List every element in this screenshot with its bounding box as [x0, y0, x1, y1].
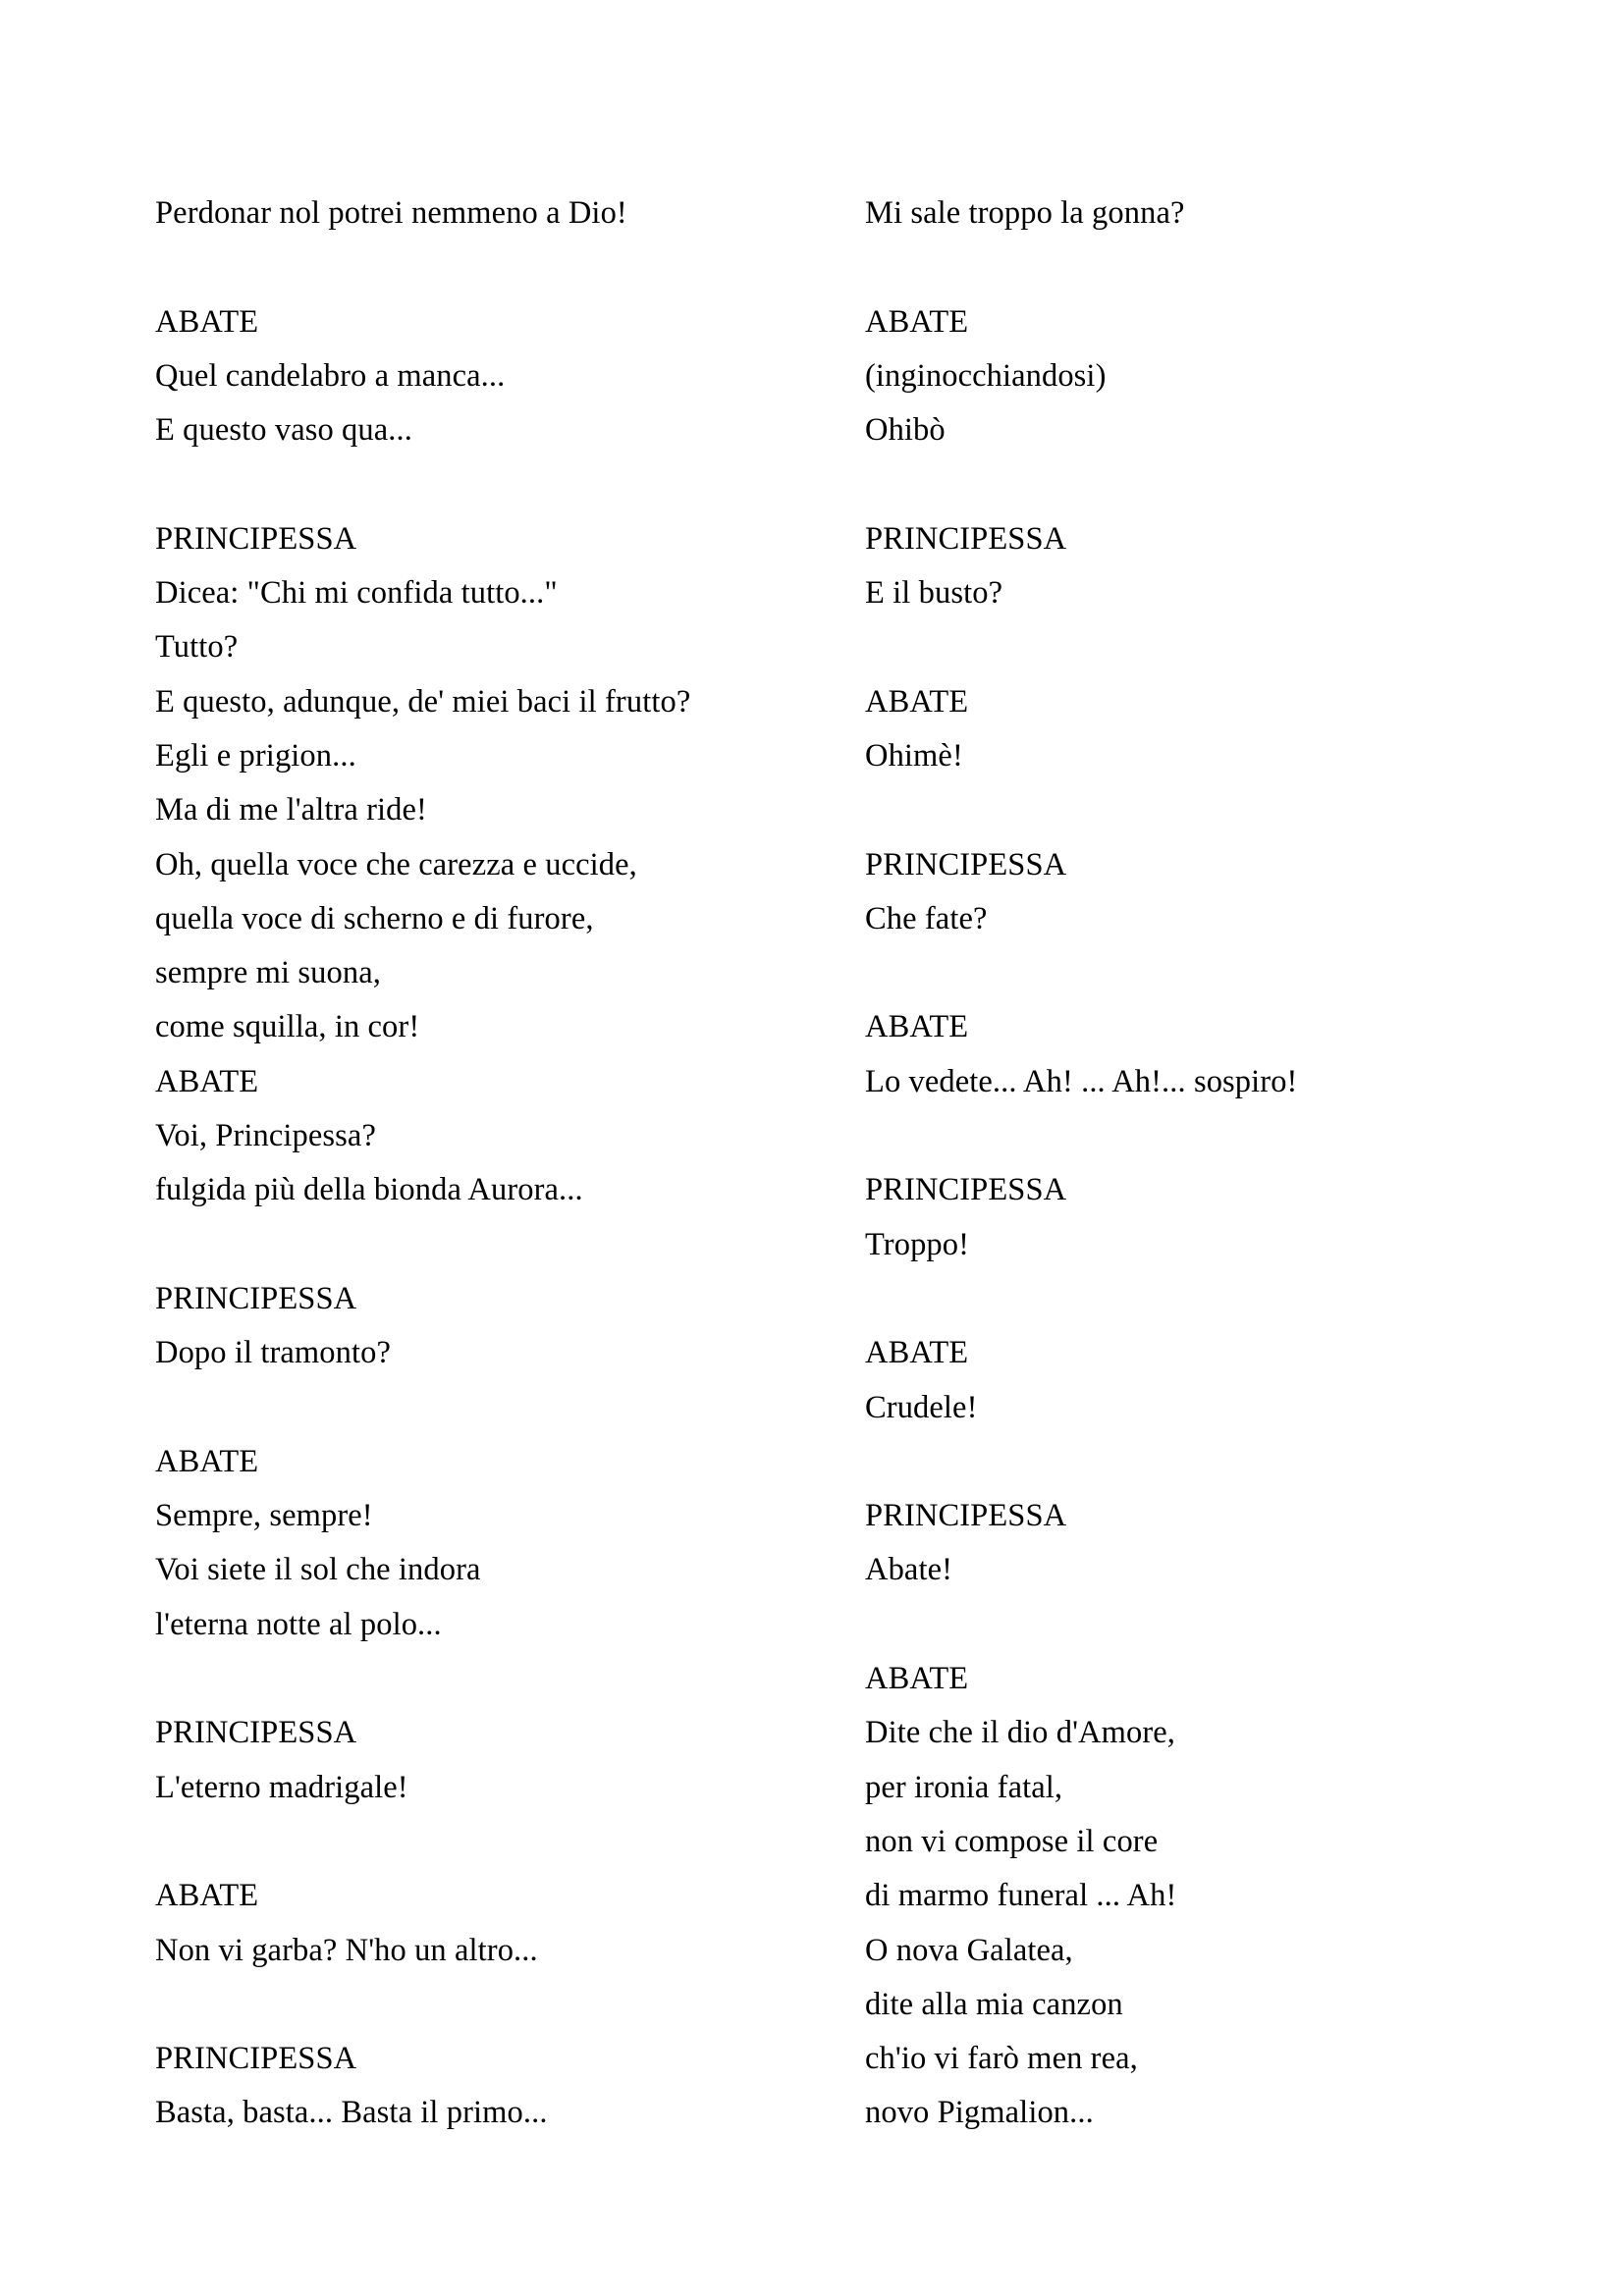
text-line: Ohibò — [865, 412, 946, 449]
text-line: Voi siete il sol che indora — [155, 1552, 481, 1588]
text-line: Ma di me l'altra ride! — [155, 792, 427, 828]
text-line: E questo vaso qua... — [155, 412, 412, 449]
text-line: Oh, quella voce che carezza e uccide, — [155, 846, 637, 882]
text-line: Sempre, sempre! — [155, 1498, 373, 1534]
speaker-name: PRINCIPESSA — [865, 1172, 1067, 1208]
text-line: Ohimè! — [865, 737, 963, 774]
text-line: per ironia fatal, — [865, 1769, 1063, 1805]
text-line: E questo, adunque, de' miei baci il frutto? — [155, 683, 691, 720]
blank-line — [155, 1381, 784, 1435]
stage-direction: (inginocchiandosi) — [865, 357, 1107, 394]
blank-line — [865, 1109, 1493, 1163]
text-line: O nova Galatea, — [865, 1932, 1073, 1968]
blank-line — [865, 620, 1493, 674]
text-line: l'eterna notte al polo... — [155, 1606, 442, 1642]
speaker-name: ABATE — [865, 1661, 969, 1697]
text-line: quella voce di scherno e di furore, — [155, 900, 594, 936]
speaker-name: PRINCIPESSA — [155, 520, 357, 557]
text-line: come squilla, in cor! — [155, 1009, 420, 1045]
blank-line — [155, 1218, 784, 1272]
speaker-name: PRINCIPESSA — [155, 1715, 357, 1751]
text-line: Basta, basta... Basta il primo... — [155, 2095, 548, 2131]
text-line: fulgida più della bionda Aurora... — [155, 1172, 583, 1208]
text-line: di marmo funeral ... Ah! — [865, 1878, 1177, 1914]
speaker-name: ABATE — [155, 1878, 259, 1914]
speaker-name: ABATE — [865, 1009, 969, 1045]
blank-line — [155, 457, 784, 511]
text-line: Tutto? — [155, 629, 239, 666]
text-line: Mi sale troppo la gonna? — [865, 195, 1185, 231]
text-line: Dopo il tramonto? — [155, 1335, 391, 1371]
text-column-left — [155, 187, 784, 2141]
text-line: Lo vedete... Ah! ... Ah!... sospiro! — [865, 1063, 1298, 1099]
blank-line — [155, 1978, 784, 2032]
text-line: Perdonar nol potrei nemmeno a Dio! — [155, 195, 627, 231]
blank-line — [865, 1272, 1493, 1326]
speaker-name: ABATE — [155, 1443, 259, 1479]
blank-line — [865, 457, 1493, 511]
text-column-right — [865, 187, 1493, 2141]
text-line: Non vi garba? N'ho un altro... — [155, 1932, 538, 1968]
speaker-name: PRINCIPESSA — [865, 520, 1067, 557]
blank-line — [155, 1815, 784, 1869]
text-line: Quel candelabro a manca... — [155, 357, 506, 394]
text-line: Egli e prigion... — [155, 737, 356, 774]
text-line: Che fate? — [865, 900, 988, 936]
blank-line — [865, 946, 1493, 1000]
text-line: ch'io vi farò men rea, — [865, 2041, 1138, 2077]
speaker-name: ABATE — [155, 303, 259, 340]
speaker-name: PRINCIPESSA — [155, 2041, 357, 2077]
text-line: Dite che il dio d'Amore, — [865, 1715, 1176, 1751]
speaker-name: PRINCIPESSA — [865, 1498, 1067, 1534]
text-line: dite alla mia canzon — [865, 1986, 1123, 2022]
text-line: novo Pigmalion... — [865, 2095, 1094, 2131]
blank-line — [155, 1652, 784, 1706]
speaker-name: PRINCIPESSA — [155, 1280, 357, 1316]
blank-line — [155, 240, 784, 294]
speaker-name: ABATE — [865, 1335, 969, 1371]
speaker-name: ABATE — [155, 1063, 259, 1099]
text-line: Abate! — [865, 1552, 953, 1588]
text-line: Dicea: "Chi mi confida tutto..." — [155, 575, 558, 612]
text-line: Voi, Principessa? — [155, 1118, 376, 1154]
text-line: Crudele! — [865, 1389, 978, 1425]
blank-line — [865, 240, 1493, 294]
text-line: Troppo! — [865, 1226, 970, 1262]
blank-line — [865, 1435, 1493, 1489]
speaker-name: ABATE — [865, 303, 969, 340]
speaker-name: PRINCIPESSA — [865, 846, 1067, 882]
text-line: non vi compose il core — [865, 1823, 1159, 1859]
text-line: sempre mi suona, — [155, 955, 381, 991]
speaker-name: ABATE — [865, 683, 969, 720]
blank-line — [865, 1598, 1493, 1652]
blank-line — [865, 783, 1493, 837]
text-line: E il busto? — [865, 575, 1003, 612]
text-line: L'eterno madrigale! — [155, 1769, 408, 1805]
